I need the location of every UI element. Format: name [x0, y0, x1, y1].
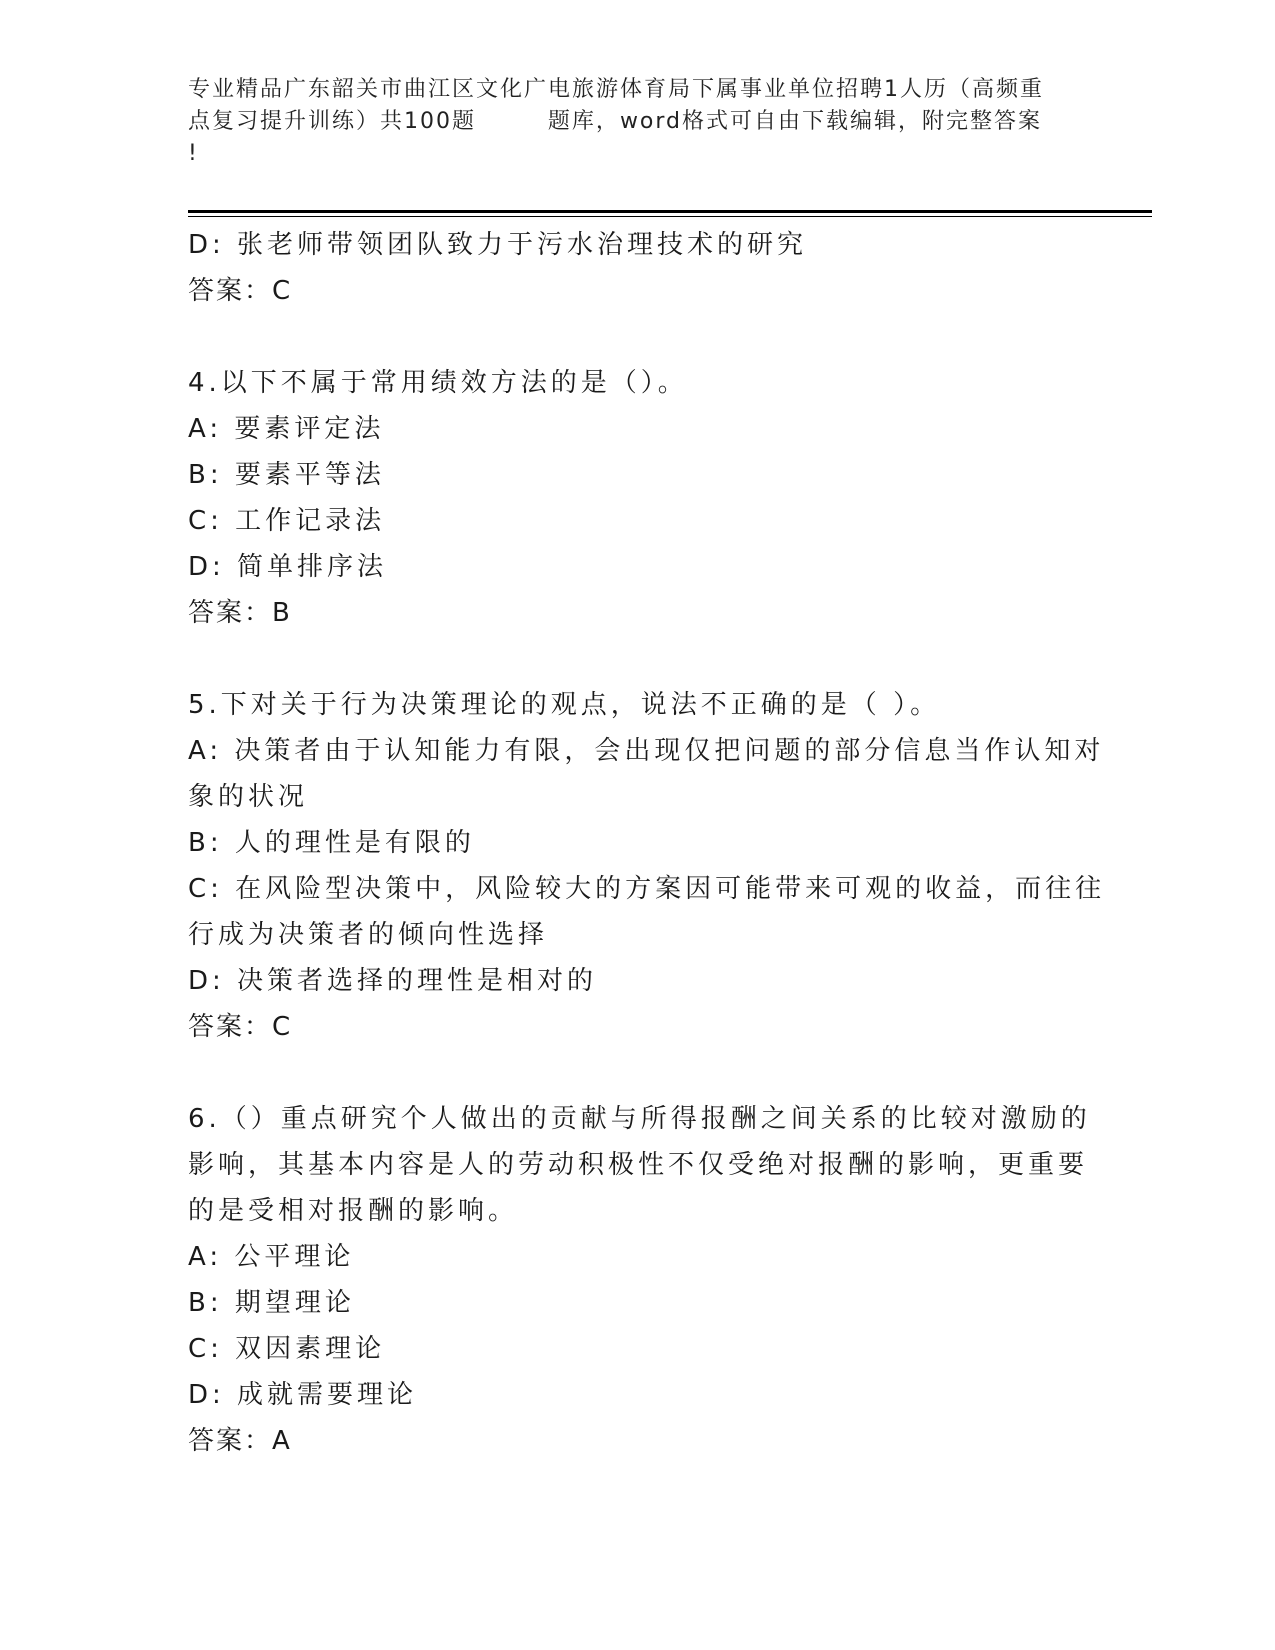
header-line-3: ! — [188, 141, 199, 166]
q6-stem-line-3: 的是受相对报酬的影响。 — [188, 1196, 519, 1226]
q5-option-c-line-1: C: 在风险型决策中，风险较大的方案因可能带来可观的收益，而往往 — [188, 874, 1106, 904]
q6-stem-line-2: 影响，其基本内容是人的劳动积极性不仅受绝对报酬的影响，更重要 — [188, 1150, 1089, 1180]
q6-option-b: B: 期望理论 — [188, 1288, 355, 1318]
q3-answer: 答案：C — [188, 276, 293, 306]
q5-option-d: D: 决策者选择的理性是相对的 — [188, 966, 598, 996]
question-6 — [188, 1096, 1091, 1464]
q4-option-a: A: 要素评定法 — [188, 414, 385, 444]
q5-answer: 答案：C — [188, 1012, 293, 1042]
spacer — [188, 314, 1088, 360]
question-4 — [188, 360, 1088, 636]
q6-option-d: D: 成就需要理论 — [188, 1380, 418, 1410]
q3-option-d: D: 张老师带领团队致力于污水治理技术的研究 — [188, 230, 808, 260]
q6-option-a: A: 公平理论 — [188, 1242, 355, 1272]
header-line-1: 专业精品广东韶关市曲江区文化广电旅游体育局下属事业单位招聘1人历（高频重 — [188, 77, 1044, 102]
header-rule-thin — [188, 216, 1152, 217]
q4-option-c: C: 工作记录法 — [188, 506, 386, 536]
header-line-2: 点复习提升训练）共100题 题库，word格式可自由下载编辑，附完整答案 — [188, 109, 1043, 134]
q6-option-c: C: 双因素理论 — [188, 1334, 386, 1364]
question-3-tail — [188, 222, 1088, 314]
q5-option-a-line-1: A: 决策者由于认知能力有限，会出现仅把问题的部分信息当作认知对 — [188, 736, 1105, 766]
q6-stem-line-1: 6.（）重点研究个人做出的贡献与所得报酬之间关系的比较对激励的 — [188, 1104, 1091, 1134]
q5-option-b: B: 人的理性是有限的 — [188, 828, 475, 858]
q4-stem: 4.以下不属于常用绩效方法的是（）。 — [188, 368, 688, 398]
q4-answer: 答案：B — [188, 598, 292, 628]
q5-option-a-line-2: 象的状况 — [188, 782, 309, 812]
header-rule-thick — [188, 210, 1152, 213]
document-header — [188, 74, 1088, 170]
q5-option-c-line-2: 行成为决策者的倾向性选择 — [188, 920, 549, 950]
spacer — [188, 1050, 1088, 1096]
q6-answer: 答案：A — [188, 1426, 292, 1456]
q4-option-b: B: 要素平等法 — [188, 460, 385, 490]
spacer — [188, 636, 1088, 682]
q5-stem: 5.下对关于行为决策理论的观点，说法不正确的是（ ）。 — [188, 690, 941, 720]
question-list — [188, 222, 1106, 1464]
q4-option-d: D: 简单排序法 — [188, 552, 388, 582]
question-5 — [188, 682, 1106, 1050]
